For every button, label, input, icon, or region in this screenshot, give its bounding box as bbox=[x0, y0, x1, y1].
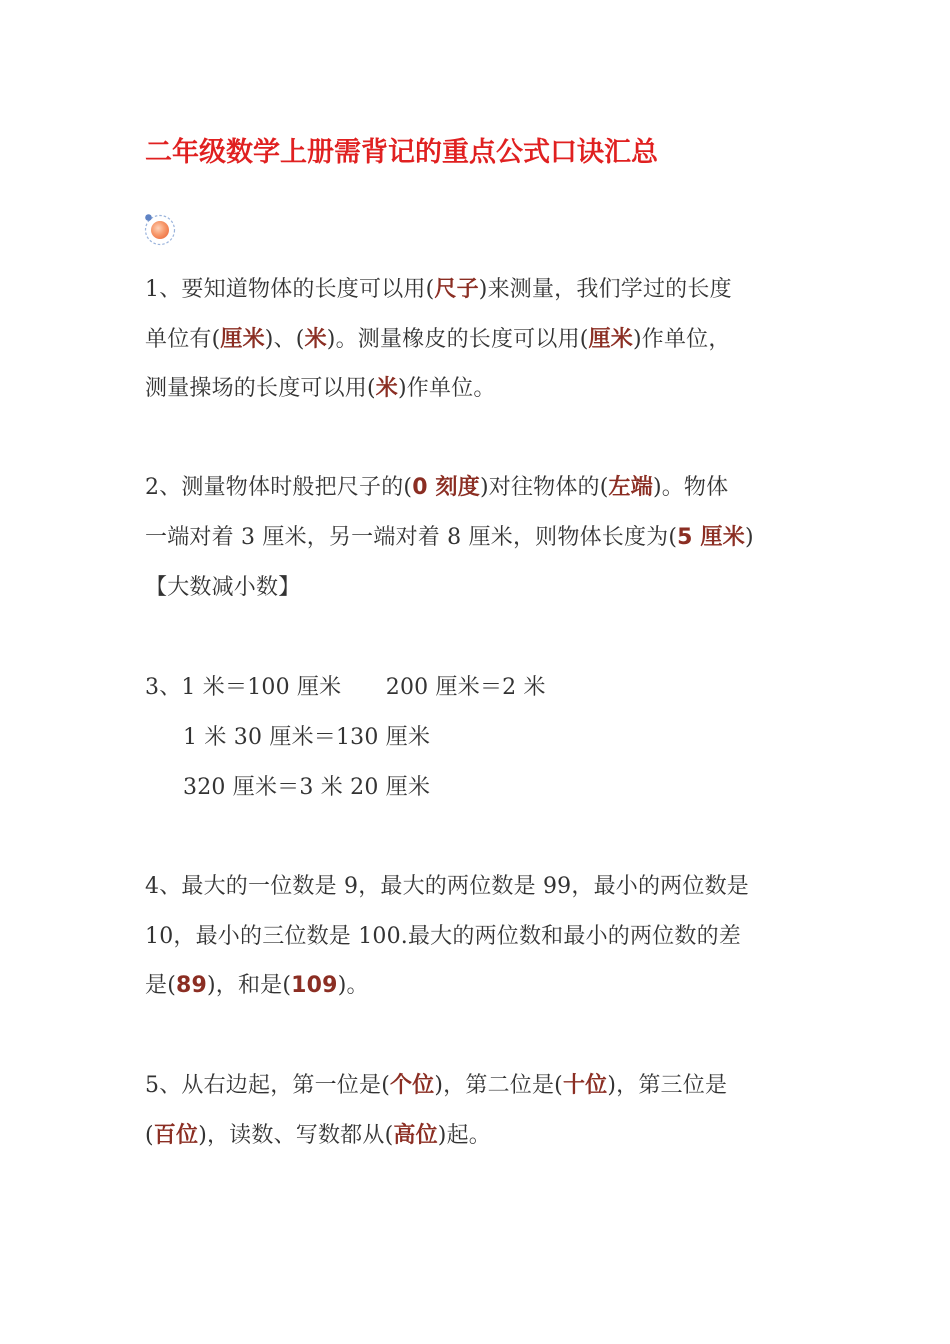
text-segment: )作单位， bbox=[632, 327, 731, 352]
page-title: 二年级数学上册需背记的重点公式口诀汇总 bbox=[145, 137, 658, 168]
text-segment: 单位有( bbox=[145, 327, 221, 352]
text-segment: ( bbox=[145, 1123, 154, 1148]
text-line bbox=[145, 1071, 727, 1101]
answer-highlight: 米 bbox=[304, 327, 327, 352]
text-segment: )、( bbox=[264, 327, 305, 352]
text-segment: )。测量橡皮的长度可以用( bbox=[326, 327, 589, 352]
text-segment: 测量操场的长度可以用( bbox=[145, 376, 376, 401]
text-segment: 1 米 30 厘米＝130 厘米 bbox=[183, 725, 431, 750]
answer-highlight: 厘米 bbox=[588, 327, 633, 352]
text-segment: )对往物体的( bbox=[479, 475, 609, 500]
answer-highlight: 厘米 bbox=[220, 327, 265, 352]
text-segment: )起。 bbox=[437, 1123, 491, 1148]
orange-dot-bullet-icon bbox=[143, 212, 177, 246]
text-line bbox=[145, 673, 546, 703]
text-segment: )，读数、写数都从( bbox=[198, 1123, 394, 1148]
answer-highlight: 百位 bbox=[153, 1123, 199, 1148]
text-line bbox=[145, 325, 731, 355]
text-line bbox=[145, 473, 728, 503]
text-segment: 5、从右边起，第一位是( bbox=[145, 1073, 390, 1098]
answer-highlight: 5 厘米 bbox=[677, 525, 745, 550]
answer-highlight: 0 刻度 bbox=[412, 475, 480, 500]
answer-highlight: 十位 bbox=[562, 1073, 608, 1098]
answer-highlight: 米 bbox=[375, 376, 398, 401]
text-segment: )，第三位是 bbox=[607, 1073, 728, 1098]
answer-highlight: 尺子 bbox=[434, 277, 479, 302]
text-segment: 3、1 米＝100 厘米 200 厘米＝2 米 bbox=[145, 675, 546, 700]
answer-highlight: 高位 bbox=[393, 1123, 438, 1148]
text-line bbox=[145, 922, 741, 952]
text-line bbox=[145, 872, 749, 902]
text-segment: )作单位。 bbox=[398, 376, 496, 401]
text-line bbox=[145, 275, 732, 305]
text-segment: )。 bbox=[337, 973, 369, 998]
text-line bbox=[145, 573, 300, 603]
text-line bbox=[145, 523, 754, 553]
text-segment: ) bbox=[744, 525, 754, 550]
answer-highlight: 个位 bbox=[389, 1073, 435, 1098]
text-line bbox=[145, 374, 496, 404]
answer-highlight: 89 bbox=[175, 973, 207, 998]
text-segment: )，和是( bbox=[207, 973, 292, 998]
text-segment: 一端对着 3 厘米，另一端对着 8 厘米，则物体长度为( bbox=[145, 525, 678, 550]
answer-highlight: 109 bbox=[291, 973, 338, 998]
text-line bbox=[183, 723, 430, 753]
text-segment: 【大数减小数】 bbox=[145, 575, 301, 600]
text-segment: 1、要知道物体的长度可以用( bbox=[145, 277, 435, 302]
text-segment: )来测量，我们学过的长度 bbox=[478, 277, 732, 302]
text-segment: 10，最小的三位数是 100.最大的两位数和最小的两位数的差 bbox=[145, 924, 741, 949]
text-line bbox=[183, 773, 430, 803]
text-segment: 4、最大的一位数是 9，最大的两位数是 99，最小的两位数是 bbox=[145, 874, 749, 899]
text-segment: 2、测量物体时般把尺子的( bbox=[145, 475, 413, 500]
text-segment: 是( bbox=[145, 973, 176, 998]
text-line bbox=[145, 1121, 491, 1151]
text-line bbox=[145, 971, 369, 1001]
answer-highlight: 左端 bbox=[608, 475, 653, 500]
text-segment: 320 厘米＝3 米 20 厘米 bbox=[183, 775, 431, 800]
text-segment: )。物体 bbox=[652, 475, 729, 500]
text-segment: )，第二位是( bbox=[434, 1073, 563, 1098]
